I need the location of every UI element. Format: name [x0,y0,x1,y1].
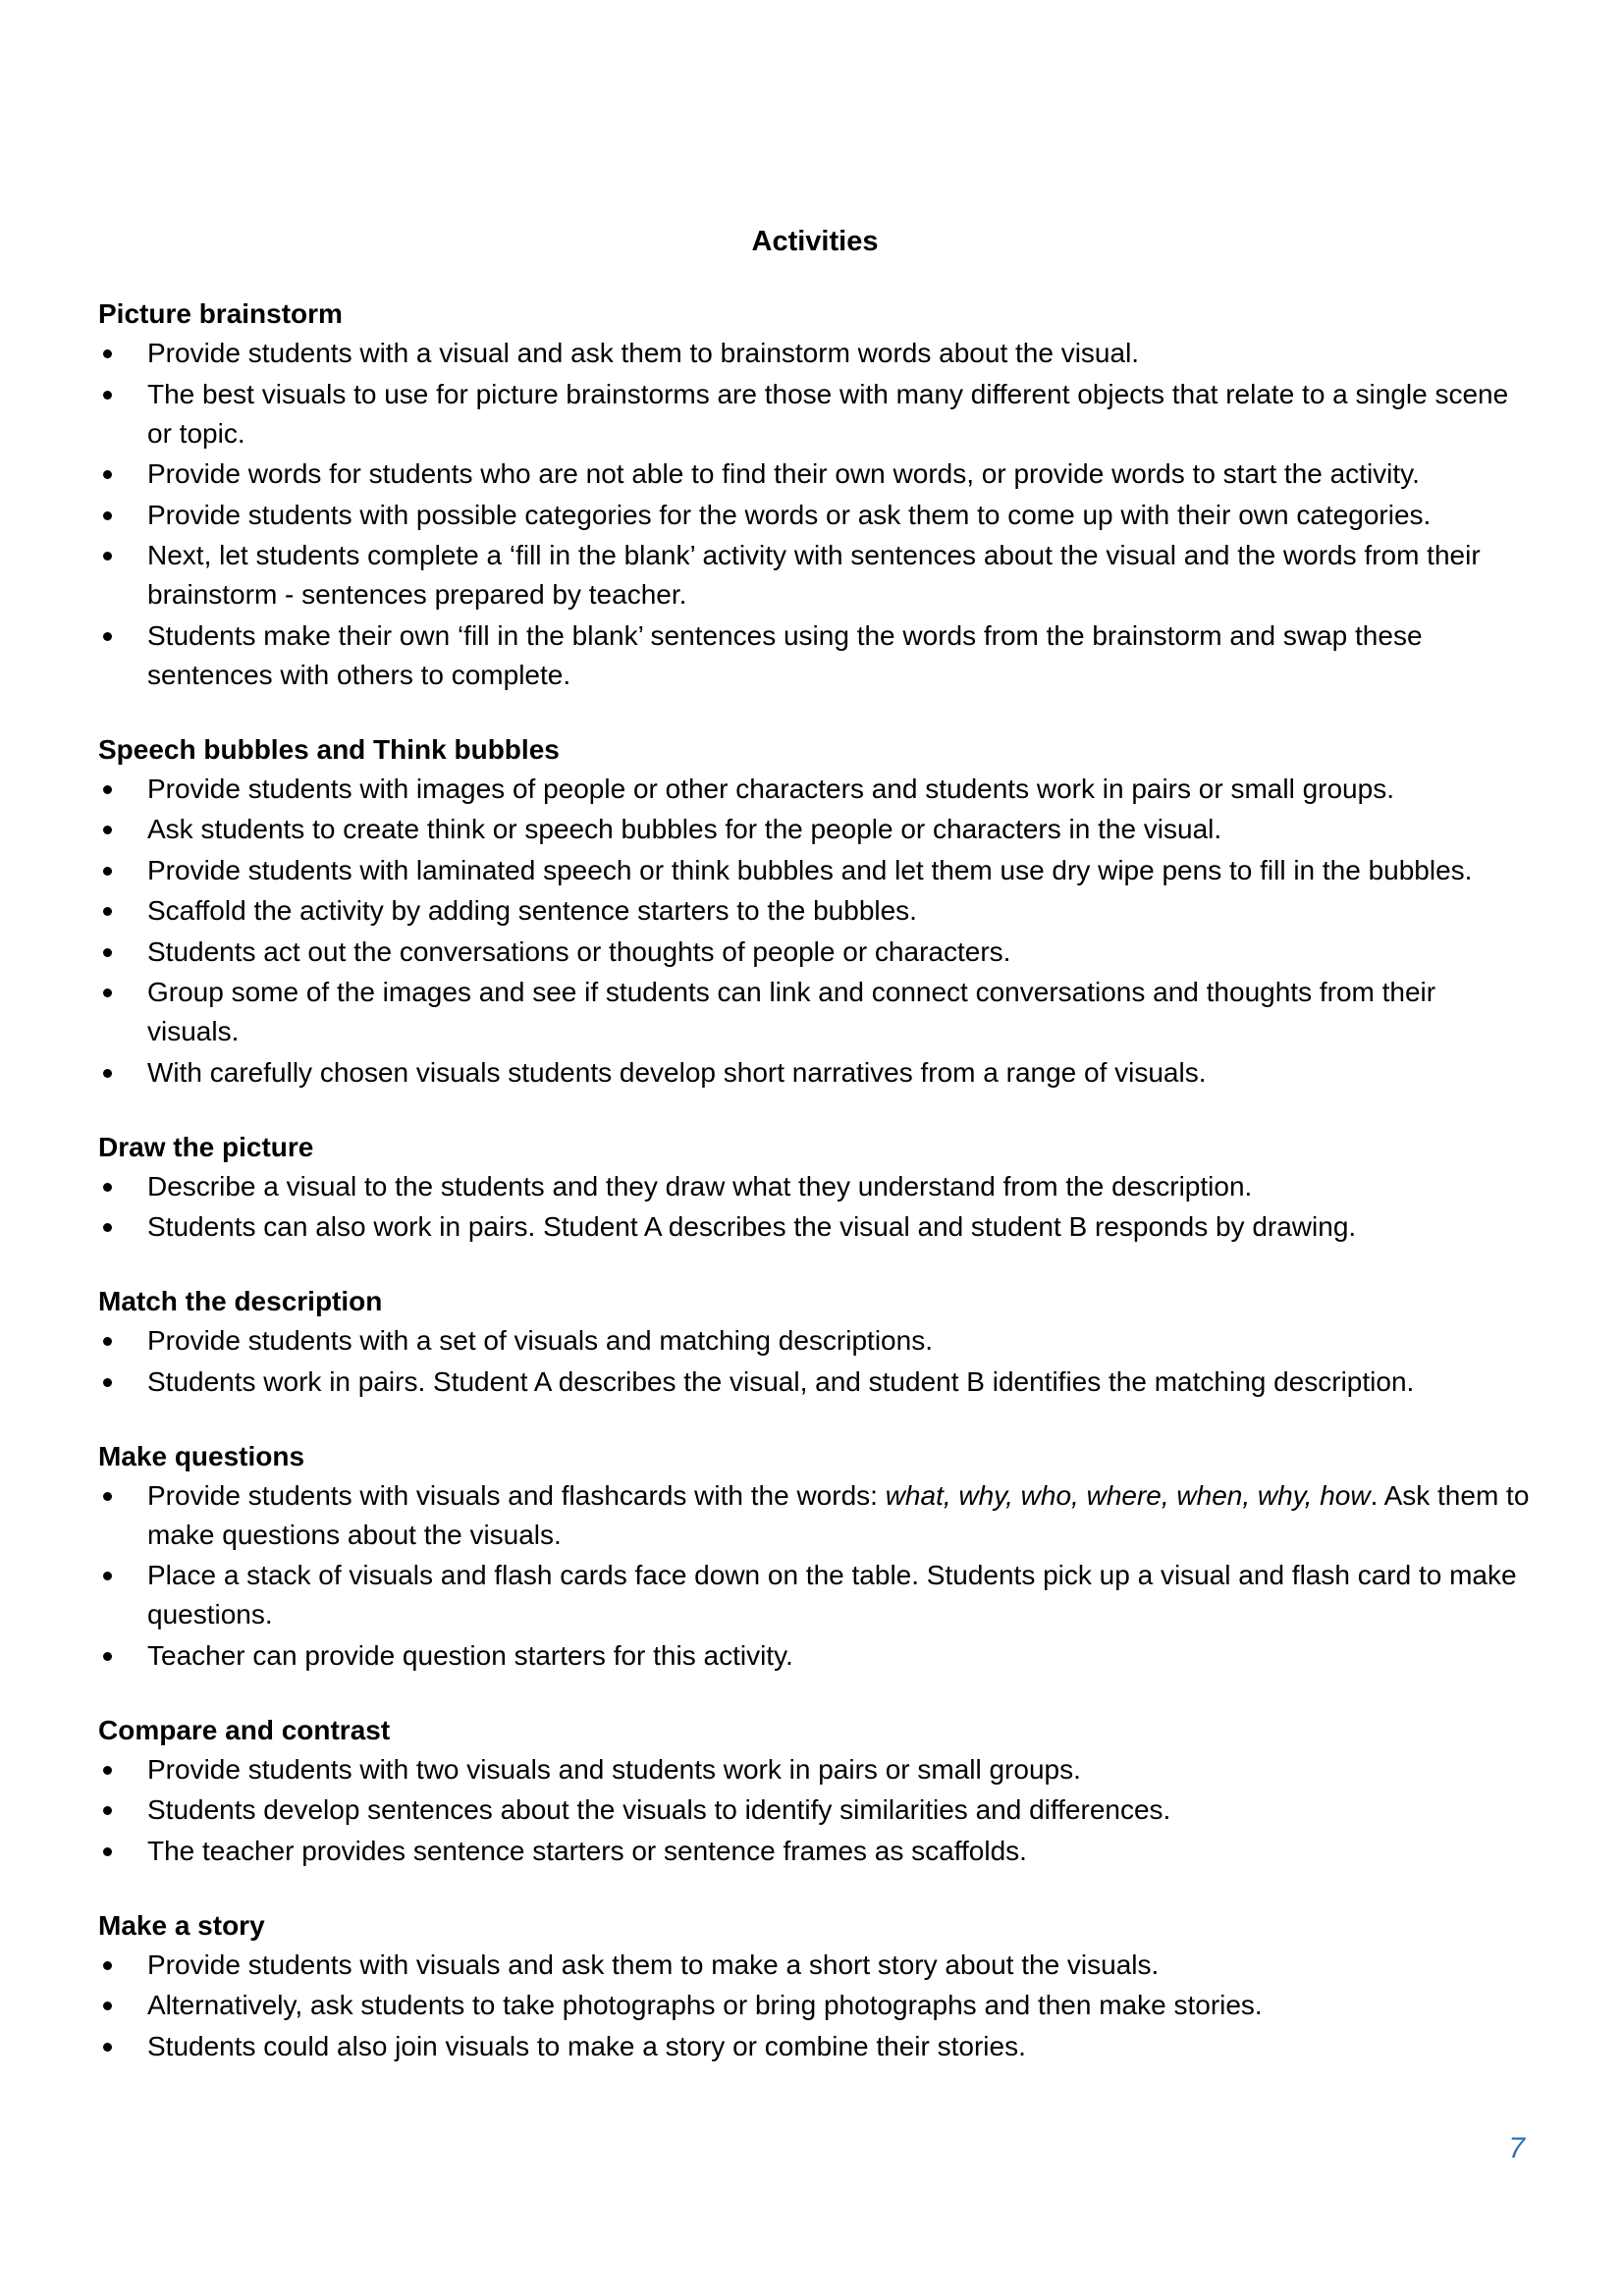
bullet-icon [103,1961,112,1970]
bullet-icon [103,826,112,834]
section-heading: Make a story [98,1909,265,1941]
list-item [98,1556,1532,1634]
bullet-icon [103,1069,112,1078]
bullet-icon [103,2043,112,2052]
list-item [98,1636,1532,1676]
bullet-list [98,770,1532,1093]
bullet-icon [103,785,112,794]
section-heading: Match the description [98,1286,383,1316]
list-item-text: Alternatively, ask students to take photographs or bring photographs and then make stories. [147,1990,1263,2020]
activity-section [98,1906,1532,2066]
bullet-icon [103,988,112,997]
bullet-icon [103,907,112,916]
bullet-icon [103,1847,112,1856]
bullet-list [98,1167,1532,1248]
list-item-text: Students act out the conversations or thoughts of people or characters. [147,935,1011,967]
list-item-text: . Ask them to make questions about the visuals. [147,1479,1530,1550]
list-item [98,1167,1532,1206]
activity-section [98,1437,1532,1676]
bullet-icon [103,1223,112,1232]
list-item [98,1053,1532,1093]
list-item-text: Provide students with visuals and ask them to make a short story about the visuals. [147,1949,1160,1980]
list-item-text: Provide students with images of people or other characters and students work in pairs or small groups. [147,773,1394,804]
list-item-text: Provide students with visuals and flashcards with the words: [147,1479,886,1511]
section-heading: Speech bubbles and Think bubbles [98,733,560,765]
list-item-text: Place a stack of visuals and flash cards face down on the table. Students pick up a visual and flash card to make questions. [147,1560,1517,1629]
list-item [98,770,1532,809]
bullet-icon [103,1766,112,1775]
bullet-icon [103,1652,112,1661]
section-heading: Make questions [98,1440,305,1471]
list-item-text: Provide students with two visuals and students work in pairs or small groups. [147,1753,1081,1785]
list-item [98,1790,1532,1830]
list-item-text: Scaffold the activity by adding sentence starters to the bubbles. [147,895,917,926]
section-heading: Compare and contrast [98,1714,391,1745]
list-item-text: Provide words for students who are not able to find their own words, or provide words to start the activity. [147,458,1420,489]
list-item [98,2027,1532,2066]
bullet-icon [103,1492,112,1501]
list-item-text: Group some of the images and see if students can link and connect conversations and thoughts from their visuals. [147,977,1436,1046]
list-item-text: Next, let students complete a ‘fill in the blank’ activity with sentences about the visual and the words from their brainstorm - sentences prepared by teacher. [147,540,1481,610]
bullet-icon [103,632,112,641]
list-item [98,334,1532,373]
list-item [98,616,1532,695]
page-title: Activities [751,226,879,257]
list-item [98,375,1532,454]
activities-content [98,294,1532,2102]
bullet-icon [103,1572,112,1580]
list-item [98,933,1532,972]
list-item [98,851,1532,890]
list-item-text: Students work in pairs. Student A describes the visual, and student B identifies the matching description. [147,1365,1415,1397]
bullet-icon [103,349,112,358]
list-item-text: Provide students with possible categories for the words or ask them to come up with their own categories. [147,499,1432,530]
section-heading: Picture brainstorm [98,298,343,329]
list-item [98,810,1532,849]
activity-section [98,1282,1532,1402]
bullet-icon [103,511,112,520]
list-item-text: Provide students with a set of visuals and matching descriptions. [147,1325,933,1356]
activity-section [98,730,1532,1093]
bullet-icon [103,1378,112,1387]
list-item-text: Describe a visual to the students and they draw what they understand from the description. [147,1170,1253,1201]
bullet-icon [103,948,112,957]
bullet-list [98,1476,1532,1676]
bullet-icon [103,470,112,479]
list-item [98,973,1532,1051]
bullet-icon [103,2002,112,2010]
page-number: 7 [1508,2132,1525,2164]
list-item-text: With carefully chosen visuals students develop short narratives from a range of visuals. [147,1056,1207,1088]
activity-section [98,1711,1532,1871]
activity-section [98,1128,1532,1248]
bullet-icon [103,1337,112,1346]
list-item-text: Provide students with laminated speech or think bubbles and let them use dry wipe pens to fill in the bubbles. [147,854,1473,885]
list-item-text: The best visuals to use for picture brainstorms are those with many different objects that relate to a single scene or topic. [147,378,1509,449]
list-item [98,496,1532,535]
list-item [98,1476,1532,1555]
list-item-text: Students make their own ‘fill in the blank’ sentences using the words from the brainstorm and swap these sentences with others to complete. [147,619,1423,690]
bullet-list [98,1946,1532,2066]
list-item-italic-text: what, why, who, where, when, why, how [885,1479,1371,1511]
bullet-icon [103,552,112,561]
list-item-text: Ask students to create think or speech bubbles for the people or characters in the visual. [147,814,1222,844]
list-item-text: Students develop sentences about the visuals to identify similarities and differences. [147,1794,1171,1825]
list-item [98,1946,1532,1985]
list-item [98,454,1532,494]
list-item-text: Students can also work in pairs. Student A describes the visual and student B responds by drawing. [147,1211,1357,1242]
section-heading: Draw the picture [98,1131,314,1162]
list-item [98,1362,1532,1402]
list-item [98,1321,1532,1361]
bullet-list [98,1750,1532,1871]
bullet-icon [103,391,112,400]
list-item [98,1750,1532,1789]
list-item-text: Teacher can provide question starters for this activity. [147,1639,793,1671]
activity-section [98,294,1532,695]
list-item [98,1832,1532,1871]
list-item [98,536,1532,614]
bullet-list [98,1321,1532,1402]
list-item-text: The teacher provides sentence starters or sentence frames as scaffolds. [147,1835,1027,1866]
bullet-icon [103,867,112,876]
list-item-text: Students could also join visuals to make a story or combine their stories. [147,2030,1026,2061]
list-item [98,1207,1532,1247]
bullet-icon [103,1806,112,1815]
bullet-list [98,334,1532,695]
list-item [98,1986,1532,2025]
bullet-icon [103,1183,112,1192]
list-item [98,891,1532,931]
list-item-text: Provide students with a visual and ask them to brainstorm words about the visual. [147,338,1140,368]
